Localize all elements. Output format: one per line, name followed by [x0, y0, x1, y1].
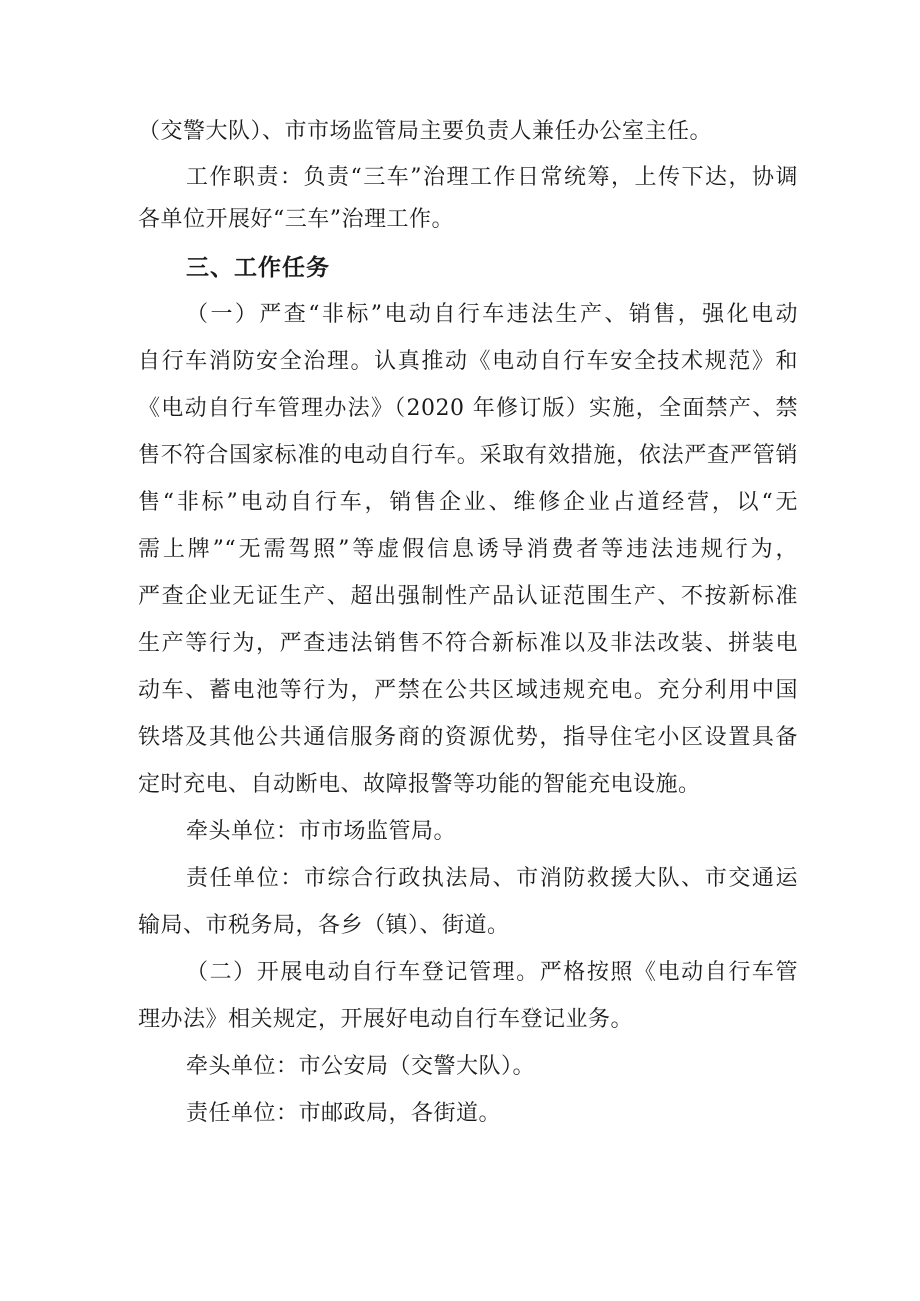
paragraph-line: 自行车消防安全治理。认真推动《电动自行车安全技术规范》和: [138, 349, 798, 374]
paragraph-line: 定时充电、自动断电、故障报警等功能的智能充电设施。: [138, 772, 701, 797]
paragraph-line: （二）开展电动自行车登记管理。严格按照《电动自行车管: [186, 960, 798, 985]
responsible-unit-line: 责任单位：市邮政局，各街道。: [186, 1101, 502, 1126]
paragraph-line: 严查企业无证生产、超出强制性产品认证范围生产、不按新标准: [138, 584, 798, 609]
paragraph-line: 工作职责：负责“三车”治理工作日常统筹，上传下达，协调: [186, 165, 798, 190]
responsible-unit-line: 责任单位：市综合行政执法局、市消防救援大队、市交通运: [186, 866, 798, 891]
paragraph-line: 铁塔及其他公共通信服务商的资源优势，指导住宅小区设置具备: [138, 725, 798, 750]
paragraph-line: 售不符合国家标准的电动自行车。采取有效措施，依法严查严管销: [138, 443, 798, 468]
paragraph-line: （一）严查“非标”电动自行车违法生产、销售，强化电动: [186, 302, 798, 327]
paragraph-line: 输局、市税务局，各乡（镇）、街道。: [138, 913, 510, 938]
lead-unit-line: 牵头单位：市市场监管局。: [186, 819, 457, 844]
paragraph-line: （交警大队）、市市场监管局主要负责人兼任办公室主任。: [138, 119, 713, 144]
paragraph-line: 各单位开展好“三车”治理工作。: [138, 207, 454, 232]
section-heading: 三、工作任务: [186, 255, 330, 281]
paragraph-line: 生产等行为，严查违法销售不符合新标准以及非法改装、拼装电: [138, 631, 798, 656]
lead-unit-line: 牵头单位：市公安局（交警大队）。: [186, 1054, 536, 1079]
paragraph-line: 《电动自行车管理办法》（2020 年修订版）实施，全面禁产、禁: [138, 396, 798, 421]
paragraph-line: 理办法》相关规定，开展好电动自行车登记业务。: [138, 1007, 634, 1032]
paragraph-line: 售“非标”电动自行车，销售企业、维修企业占道经营，以“无: [138, 490, 798, 515]
paragraph-line: 动车、蓄电池等行为，严禁在公共区域违规充电。充分利用中国: [138, 678, 798, 703]
paragraph-line: 需上牌”“无需驾照”等虚假信息诱导消费者等违法违规行为，: [138, 537, 798, 562]
